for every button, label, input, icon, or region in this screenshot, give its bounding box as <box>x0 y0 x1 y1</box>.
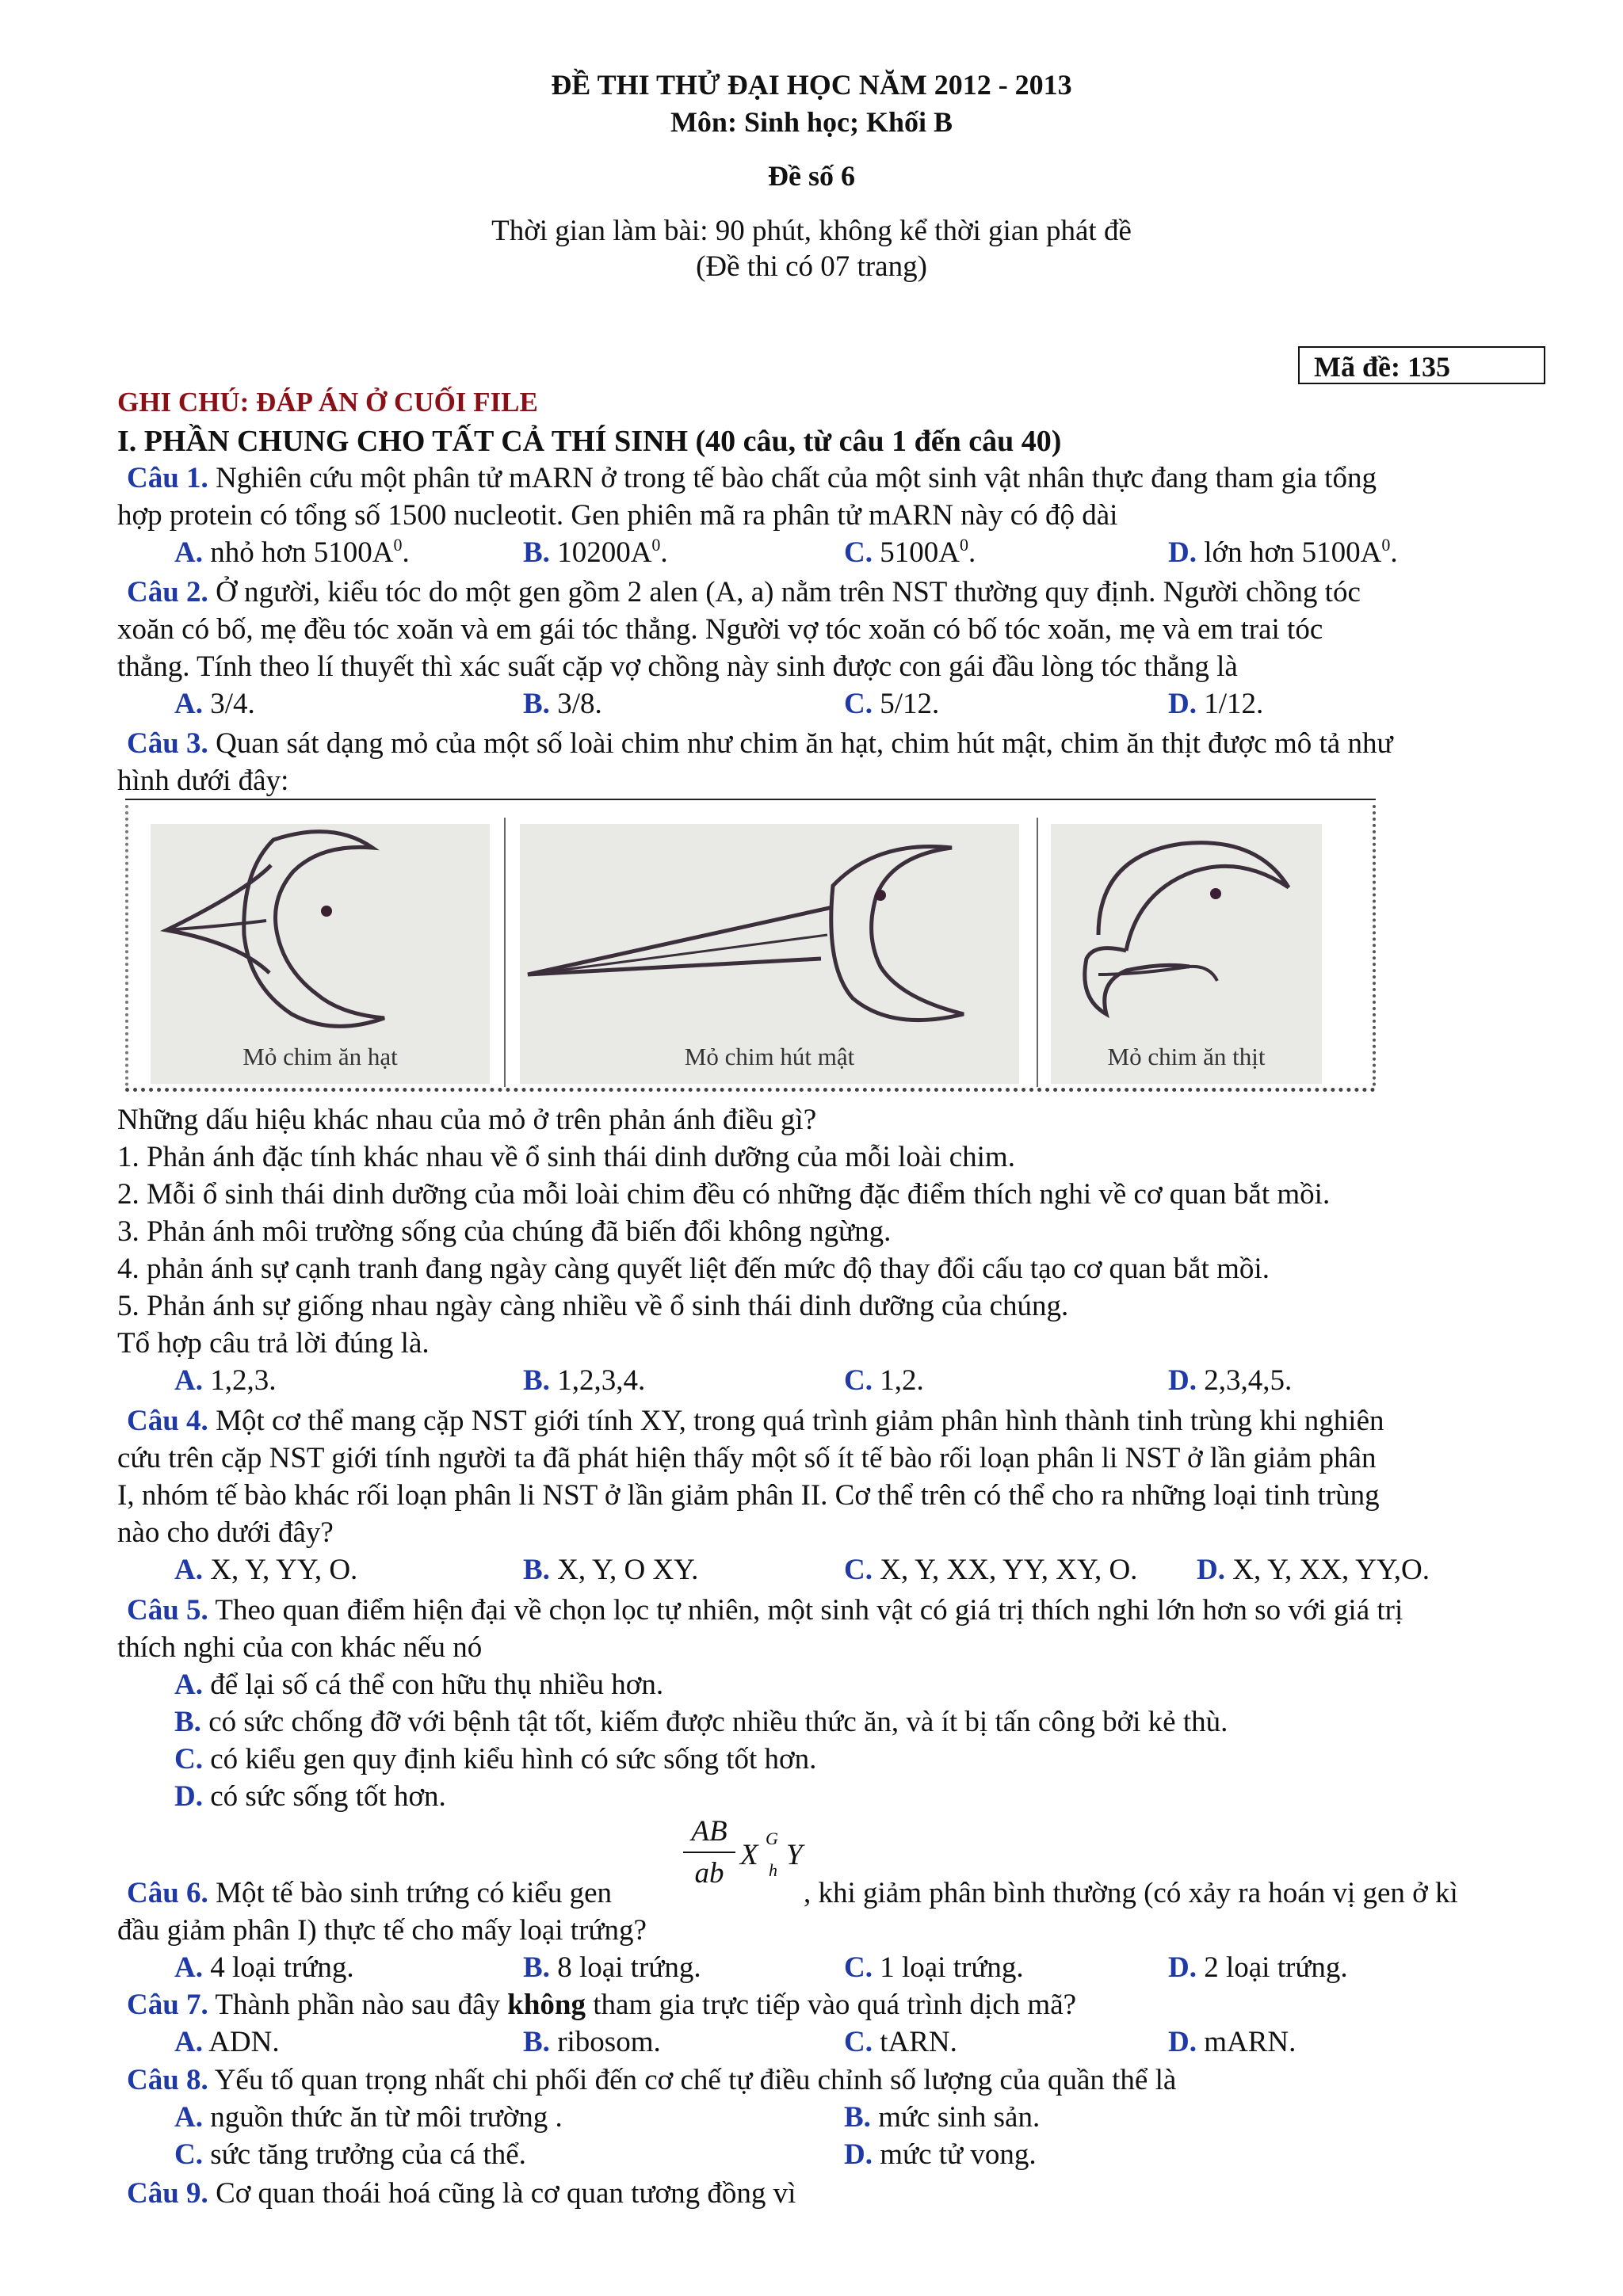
beak-figure <box>125 799 1376 1092</box>
q3-option-b[interactable] <box>523 1363 645 1398</box>
q2-line-1 <box>117 575 1361 609</box>
superscript: 0 <box>1381 535 1391 555</box>
q3-line-1 <box>117 727 1393 761</box>
q4-option-b[interactable] <box>523 1553 698 1587</box>
q4-text-1: Một cơ thể mang cặp NST giới tính XY, trong quá trình giảm phân hình thành tinh trùng khi nghiên <box>208 1405 1384 1437</box>
q3-combo: Tổ hợp câu trả lời đúng là. <box>117 1327 430 1360</box>
option-text: nguồn thức ăn từ môi trường . <box>210 2101 563 2134</box>
q8-text-1: Yếu tố quan trọng nhất chi phối đến cơ chế tự điều chỉnh số lượng của quần thể là <box>208 2064 1177 2096</box>
q4-option-a[interactable] <box>174 1553 357 1587</box>
option-text: X, Y, YY, O. <box>210 1554 358 1586</box>
superscript: 0 <box>651 535 661 555</box>
option-letter: A. <box>174 1554 203 1586</box>
option-text: 1/12. <box>1204 688 1264 720</box>
q1-option-d[interactable]: D. lớn hơn $5100A^0$. <box>1168 535 1398 569</box>
option-text: sức tăng trưởng của cá thể. <box>210 2138 526 2171</box>
option-text: X, Y, XX, YY, XY, O. <box>880 1554 1138 1586</box>
genotype-sex-chromosomes <box>740 1829 803 1880</box>
exam-number: Đề số 6 <box>768 160 855 192</box>
option-text: 1 loại trứng. <box>880 1951 1024 1984</box>
q6-text-1: Một tế bào sinh trứng có kiểu gen <box>208 1877 612 1909</box>
q2-option-c[interactable] <box>844 687 939 721</box>
option-text: 8 loại trứng. <box>557 1951 701 1984</box>
option-text: mARN. <box>1204 2026 1296 2058</box>
q3-question: Những dấu hiệu khác nhau của mỏ ở trên phản ánh điều gì? <box>117 1104 817 1136</box>
q8-option-c[interactable] <box>174 2138 526 2172</box>
q4-option-d[interactable] <box>1197 1553 1430 1587</box>
q6-option-a[interactable] <box>174 1951 354 1985</box>
option-letter: B. <box>523 688 550 720</box>
q4-option-c[interactable] <box>844 1553 1137 1587</box>
fraction-numerator: AB <box>683 1814 735 1853</box>
option-text: X, Y, XX, YY,O. <box>1232 1554 1430 1586</box>
exam-code-box: Mã đề: 135 <box>1298 346 1545 384</box>
q2-text-1: Ở người, kiểu tóc do một gen gồm 2 alen (A, a) nằm trên NST thường quy định. Người chồng tóc <box>208 576 1361 608</box>
answer-note: GHI CHÚ: ĐÁP ÁN Ở CUỐI FILE <box>117 387 538 418</box>
option-letter: D. <box>1168 688 1197 720</box>
seed-eater-beak-panel <box>151 824 490 1084</box>
q2-option-a[interactable] <box>174 687 255 721</box>
option-letter: B. <box>523 1951 550 1984</box>
option-text: 3/8. <box>557 688 602 720</box>
option-text: ADN. <box>208 2026 280 2058</box>
option-letter: A. <box>174 1951 203 1984</box>
option-letter: D. <box>1168 536 1197 569</box>
option-letter: A. <box>174 2026 203 2058</box>
q2-text-3: thẳng. Tính theo lí thuyết thì xác suất cặp vợ chồng này sinh được con gái đầu lòng tóc thẳng là <box>117 650 1238 683</box>
q4-text-3: I, nhóm tế bào khác rối loạn phân li NST ở lần giảm phân II. Cơ thể trên có thể cho ra những loại tinh trùng <box>117 1479 1380 1512</box>
option-letter: C. <box>174 2138 203 2171</box>
nectar-feeder-beak-panel <box>520 824 1019 1084</box>
q1-option-c[interactable]: C. $5100A^0$. <box>844 535 976 569</box>
q5-option-c[interactable] <box>174 1742 816 1776</box>
q7-label: Câu 7. <box>127 1989 208 2021</box>
q1-line-1 <box>117 461 1377 495</box>
q3-statement-3: 3. Phản ánh môi trường sống của chúng đã biến đổi không ngừng. <box>117 1215 892 1248</box>
option-letter: A. <box>174 1364 203 1397</box>
allele-superscript: G <box>766 1829 778 1848</box>
q8-label: Câu 8. <box>127 2064 208 2096</box>
option-text: 2 loại trứng. <box>1204 1951 1348 1984</box>
figure-left-border <box>125 805 128 1086</box>
option-text: có kiểu gen quy định kiểu hình có sức sống tốt hơn. <box>210 1743 817 1775</box>
option-letter: A. <box>174 2101 203 2134</box>
meat-eater-caption: Mỏ chim ăn thịt <box>1107 1043 1266 1070</box>
option-text: 10200A <box>557 536 652 569</box>
option-letter: B. <box>844 2101 871 2134</box>
q5-text-1: Theo quan điểm hiện đại về chọn lọc tự nhiên, một sinh vật có giá trị thích nghi lớn hơn so với giá trị <box>208 1594 1403 1627</box>
q7-option-b[interactable] <box>523 2025 661 2059</box>
q7-option-a[interactable] <box>174 2025 280 2059</box>
option-text: 1,2. <box>880 1364 924 1397</box>
superscript: 0 <box>959 535 968 555</box>
q1-option-a[interactable]: A. nhỏ hơn $5100A^0$. <box>174 535 410 569</box>
q5-label: Câu 5. <box>127 1594 208 1627</box>
q3-statement-2: 2. Mỗi ổ sinh thái dinh dưỡng của mỗi loài chim đều có những đặc điểm thích nghi về cơ quan bắt mồi. <box>117 1178 1331 1211</box>
q5-text-2: thích nghi của con khác nếu nó <box>117 1631 483 1664</box>
q3-option-c[interactable] <box>844 1363 924 1398</box>
q7-text-bold: không <box>507 1989 586 2021</box>
q3-statement-4: 4. phản ánh sự cạnh tranh đang ngày càng quyết liệt đến mức độ thay đổi cấu tạo cơ quan bắt mồi. <box>117 1253 1270 1285</box>
option-text: tARN. <box>880 2026 957 2058</box>
option-text: 5/12. <box>880 688 940 720</box>
q3-text-1: Quan sát dạng mỏ của một số loài chim như chim ăn hạt, chim hút mật, chim ăn thịt được mô tả như <box>208 727 1393 760</box>
q3-statement-1: 1. Phản ánh đặc tính khác nhau về ổ sinh thái dinh dưỡng của mỗi loài chim. <box>117 1141 1015 1173</box>
q7-option-c[interactable] <box>844 2025 957 2059</box>
option-letter: A. <box>174 1669 203 1701</box>
q6-label: Câu 6. <box>127 1877 208 1909</box>
option-text: 2,3,4,5. <box>1204 1364 1293 1397</box>
q6-option-c[interactable] <box>844 1951 1024 1985</box>
q8-option-b[interactable] <box>844 2100 1040 2134</box>
q7-option-d[interactable] <box>1168 2025 1296 2059</box>
exam-pages: (Đề thi có 07 trang) <box>696 250 927 283</box>
option-text: lớn hơn 5100A <box>1204 536 1382 569</box>
option-letter: A. <box>174 536 203 569</box>
q3-label: Câu 3. <box>127 727 208 760</box>
q6-option-b[interactable] <box>523 1951 701 1985</box>
panel-divider <box>1037 818 1038 1087</box>
panel-divider <box>504 818 506 1087</box>
option-letter: C. <box>174 1743 203 1775</box>
option-text: 4 loại trứng. <box>210 1951 354 1984</box>
q2-text-2: xoăn có bố, mẹ đều tóc xoăn và em gái tóc thẳng. Người vợ tóc xoăn có bố tóc xoăn, mẹ và em trai tóc <box>117 613 1323 646</box>
option-letter: D. <box>1168 1364 1197 1397</box>
option-text: có sức sống tốt hơn. <box>210 1780 446 1813</box>
option-letter: D. <box>174 1780 203 1813</box>
q3-statement-5: 5. Phản ánh sự giống nhau ngày càng nhiều về ổ sinh thái dinh dưỡng của chúng. <box>117 1290 1069 1322</box>
q2-option-d[interactable] <box>1168 687 1263 721</box>
q3-option-d[interactable] <box>1168 1363 1292 1398</box>
q9-line-1 <box>117 2176 796 2210</box>
option-text: mức sinh sản. <box>878 2101 1041 2134</box>
option-letter: C. <box>844 1364 873 1397</box>
allele-subscript: h <box>769 1860 777 1880</box>
meat-eater-beak-panel <box>1051 824 1322 1084</box>
q6-text-2: đầu giảm phân I) thực tế cho mấy loại trứng? <box>117 1914 647 1947</box>
q6-line-1 <box>117 1876 612 1910</box>
q1-option-b[interactable]: B. $10200A^0$. <box>523 535 668 569</box>
q6-option-d[interactable] <box>1168 1951 1348 1985</box>
q1-text-2: hợp protein có tổng số 1500 nucleotit. Gen phiên mã ra phân tử mARN này có độ dài <box>117 499 1118 532</box>
q7-text-post: tham gia trực tiếp vào quá trình dịch mã? <box>586 1989 1077 2021</box>
option-letter: C. <box>844 1951 873 1984</box>
option-text: để lại số cá thể con hữu thụ nhiều hơn. <box>210 1669 664 1701</box>
figure-top-border <box>125 799 1376 800</box>
q9-label: Câu 9. <box>127 2177 208 2210</box>
q1-text-1: Nghiên cứu một phân tử mARN ở trong tế bào chất của một sinh vật nhân thực đang tham gia tổng <box>208 462 1377 494</box>
option-letter: B. <box>174 1706 201 1738</box>
option-letter: C. <box>844 2026 873 2058</box>
q8-option-a[interactable] <box>174 2100 563 2134</box>
option-letter: D. <box>844 2138 873 2171</box>
q4-text-2: cứu trên cặp NST giới tính người ta đã phát hiện thấy một số ít tế bào rối loạn phân li NST ở lần giảm phân <box>117 1442 1377 1474</box>
q6-text-1b: , khi giảm phân bình thường (có xảy ra hoán vị gen ở kì <box>804 1877 1458 1909</box>
option-letter: A. <box>174 688 203 720</box>
option-text: nhỏ hơn 5100A <box>210 536 394 569</box>
option-text: mức tử vong. <box>880 2138 1037 2171</box>
option-letter: B. <box>523 1554 550 1586</box>
section-heading: I. PHẦN CHUNG CHO TẤT CẢ THÍ SINH (40 câu, từ câu 1 đến câu 40) <box>117 425 1062 458</box>
option-letter: B. <box>523 1364 550 1397</box>
nectar-feeder-caption: Mỏ chim hút mật <box>684 1043 855 1070</box>
genotype-fraction <box>683 1814 735 1890</box>
option-letter: B. <box>523 2026 550 2058</box>
q2-option-b[interactable] <box>523 687 602 721</box>
option-letter: C. <box>844 688 873 720</box>
option-text: có sức chống đỡ với bệnh tật tốt, kiếm được nhiều thức ăn, và ít bị tấn công bởi kẻ thù. <box>208 1706 1228 1738</box>
fraction-denominator: ab <box>694 1857 724 1890</box>
q4-text-4: nào cho dưới đây? <box>117 1516 334 1549</box>
option-letter: D. <box>1168 1951 1197 1984</box>
option-text: 1,2,3,4. <box>557 1364 646 1397</box>
option-letter: D. <box>1197 1554 1225 1586</box>
superscript: 0 <box>393 535 403 555</box>
q5-option-b[interactable] <box>174 1705 1228 1739</box>
q3-option-a[interactable] <box>174 1363 276 1398</box>
q7-text-pre: Thành phần nào sau đây <box>208 1989 508 2021</box>
option-letter: C. <box>844 1554 873 1586</box>
q1-label: Câu 1. <box>127 462 208 494</box>
q8-line-1 <box>117 2063 1176 2097</box>
q3-text-2: hình dưới đây: <box>117 765 289 797</box>
option-text: 3/4. <box>210 688 255 720</box>
q5-line-1 <box>117 1593 1403 1627</box>
exam-time: Thời gian làm bài: 90 phút, không kể thời gian phát đề <box>491 215 1132 247</box>
q2-label: Câu 2. <box>127 576 208 608</box>
figure-bottom-border <box>125 1088 1376 1092</box>
chromosome-y: Y <box>786 1839 803 1871</box>
q5-option-a[interactable] <box>174 1668 663 1702</box>
option-text: X, Y, O XY. <box>557 1554 699 1586</box>
q4-line-1 <box>117 1404 1384 1438</box>
option-letter: C. <box>844 536 873 569</box>
q8-option-d[interactable] <box>844 2138 1037 2172</box>
exam-title: ĐỀ THI THỬ ĐẠI HỌC NĂM 2012 - 2013 <box>551 69 1072 101</box>
q7-line-1 <box>117 1988 1076 2022</box>
q9-text-1: Cơ quan thoái hoá cũng là cơ quan tương đồng vì <box>208 2177 796 2210</box>
exam-subject: Môn: Sinh học; Khối B <box>670 106 953 138</box>
option-text: ribosom. <box>557 2026 661 2058</box>
seed-eater-caption: Mỏ chim ăn hạt <box>242 1043 398 1070</box>
figure-right-border <box>1373 805 1376 1086</box>
q5-option-d[interactable] <box>174 1779 446 1814</box>
option-letter: D. <box>1168 2026 1197 2058</box>
option-text: 5100A <box>880 536 960 569</box>
option-text: 1,2,3. <box>210 1364 277 1397</box>
chromosome-x: X <box>740 1839 758 1871</box>
option-letter: B. <box>523 536 550 569</box>
q4-label: Câu 4. <box>127 1405 208 1437</box>
